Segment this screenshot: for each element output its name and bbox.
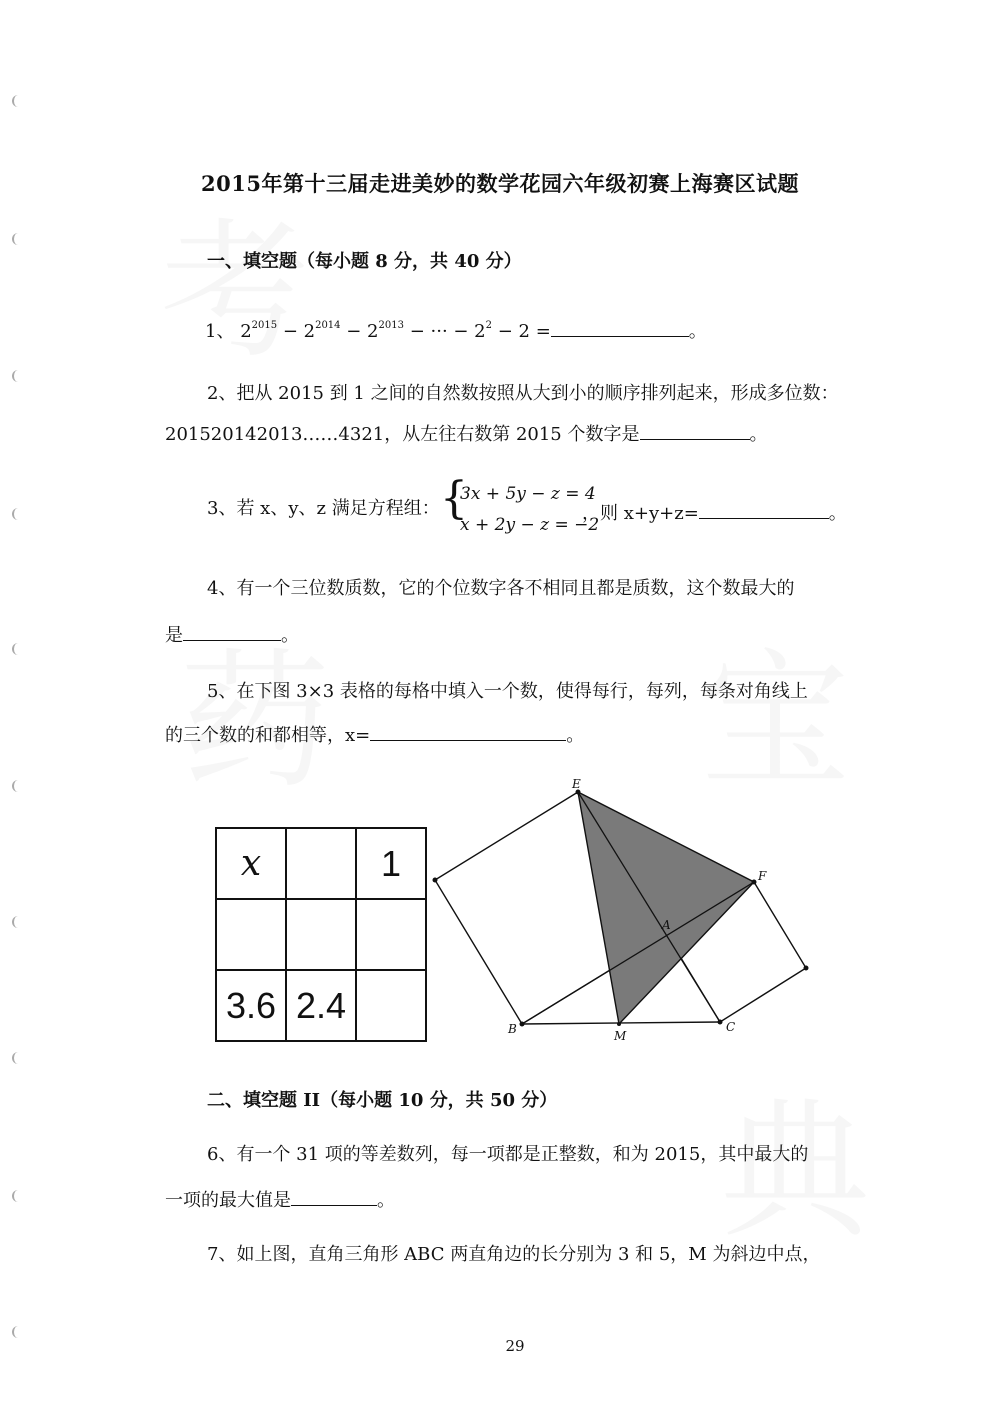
section-1-heading: 一、填空题（每小题 8 分，共 40 分） (207, 251, 522, 272)
question-6-line1: 6、有一个 31 项的等差数列，每一项都是正整数，和为 2015，其中最大的 (207, 1144, 809, 1165)
point-b (520, 1022, 525, 1027)
question-4-line1: 4、有一个三位数质数，它的个位数字各不相同且都是质数，这个数最大的 (207, 578, 795, 599)
point-vertex (804, 966, 809, 971)
question-6-line2: 一项的最大值是 。 (165, 1187, 395, 1210)
point-c (718, 1020, 723, 1025)
section-2-heading: 二、填空题 II（每小题 10 分，共 50 分） (207, 1090, 558, 1111)
label-e: E (572, 777, 581, 791)
grid-cell: x (216, 828, 286, 899)
point-f (752, 880, 757, 885)
grid-cell: 2.4 (286, 970, 356, 1041)
label-m: M (614, 1029, 627, 1043)
question-4-line2: 是 。 (165, 622, 299, 645)
label-f: F (758, 869, 767, 883)
equation-2: x + 2y − z = −2 (460, 515, 600, 535)
question-2-line1: 2、把从 2015 到 1 之间的自然数按照从大到小的顺序排列起来，形成多位数： (207, 383, 839, 404)
label-a: A (662, 918, 671, 932)
label-c: C (726, 1020, 736, 1034)
left-brace: { (440, 473, 468, 524)
label-b: B (508, 1022, 517, 1036)
question-5-line2: 的三个数的和都相等，x= 。 (165, 722, 584, 745)
exam-title: 2015年第十三届走进美妙的数学花园六年级初赛上海赛区试题 (201, 171, 799, 196)
question-7-line1: 7、如上图，直角三角形 ABC 两直角边的长分别为 3 和 5，M 为斜边中点， (207, 1244, 821, 1265)
question-2-line2: 201520142013……4321，从左往右数第 2015 个数字是 。 (165, 421, 768, 444)
point-m (617, 1022, 621, 1026)
shaded-triangle-efm (578, 792, 754, 1024)
answer-blank[interactable] (291, 1187, 377, 1206)
page-number: 29 (505, 1337, 525, 1355)
question-1: 1、 $2^{2015} - 2^{2014} - 2^{2013}$ − ··· − $2^2 - 2$ = 。 (205, 320, 707, 342)
q1-expression: $2^{2015} - 2^{2014} - 2^{2013}$ − ··· − $2^2 - 2$ = (240, 320, 551, 342)
point-vertex (433, 878, 438, 883)
question-3-ask: ，则 x+y+z= 。 (582, 500, 847, 523)
question-5-line1: 5、在下图 3×3 表格的每格中填入一个数，使得每行，每列，每条对角线上 (207, 681, 808, 702)
question-3-prefix: 3、若 x、y、z 满足方程组： (207, 498, 440, 519)
grid-cell: 3.6 (216, 970, 286, 1041)
grid-cell: 1 (356, 828, 426, 899)
equation-1: 3x + 5y − z = 4 (460, 484, 596, 504)
question-number: 1、 (205, 321, 235, 342)
